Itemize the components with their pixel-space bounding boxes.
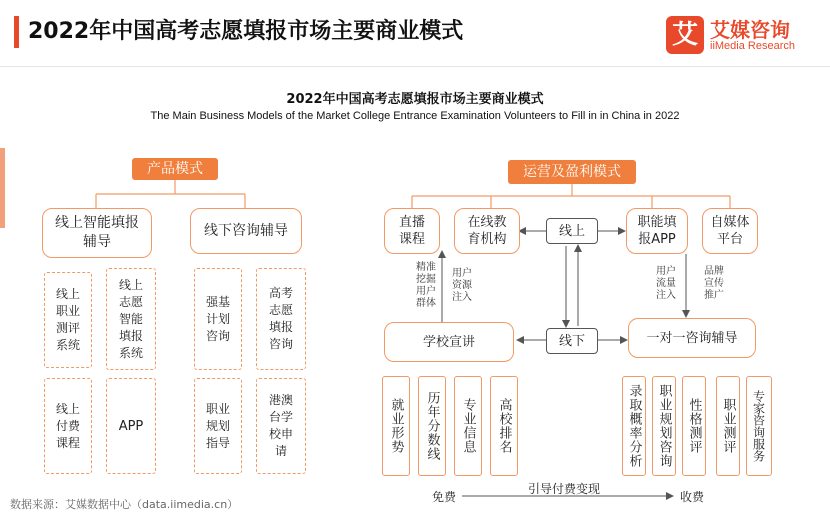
product-item: 线上 付费 课程 [44, 378, 92, 474]
live-course-box: 直播 课程 [384, 208, 440, 254]
online-edu-box: 在线教 育机构 [454, 208, 520, 254]
online-hub: 线上 [546, 218, 598, 244]
product-modes-label: 产品模式 [132, 158, 218, 180]
paid-item-label: 录取概率分析 [626, 384, 642, 468]
paid-label: 收费 [680, 490, 705, 504]
operation-tree-lines [412, 184, 730, 208]
self-media-box: 自媒体 平台 [702, 208, 758, 254]
free-item [382, 376, 410, 476]
product-item: 线上 职业 测评 系统 [44, 272, 92, 368]
page-title: 2022年中国高考志愿填报市场主要商业模式 [28, 19, 464, 44]
smart-app-box: 职能填 报APP [626, 208, 688, 254]
product-item: APP [106, 378, 156, 474]
logo-brand-en: iiMedia Research [710, 40, 795, 52]
product-item: 港澳 台学 校申 请 [256, 378, 306, 474]
guide-paid-label: 引导付费变现 [528, 482, 601, 496]
offline-consulting-box: 线下咨询辅导 [190, 208, 302, 254]
paid-item [716, 376, 740, 476]
free-item-label: 就业形势 [388, 398, 404, 454]
online-smart-filling-box: 线上智能填报 辅导 [42, 208, 152, 258]
product-item: 高考 志愿 填报 咨询 [256, 268, 306, 370]
precise-user-note: 精准 挖掘 用户 群体 [416, 262, 436, 309]
operation-profit-label: 运营及盈利模式 [508, 160, 636, 184]
free-item-label: 历年分数线 [424, 391, 440, 461]
paid-item [682, 376, 706, 476]
paid-item [622, 376, 646, 476]
paid-item [652, 376, 676, 476]
data-source: 数据来源：艾媒数据中心（data.iimedia.cn） [10, 498, 239, 511]
offline-hub: 线下 [546, 328, 598, 354]
free-label: 免费 [432, 490, 457, 504]
paid-item-label: 性格测评 [686, 398, 702, 454]
paid-item-label: 职业规划咨询 [656, 384, 672, 468]
paid-item-label: 专家咨询服务 [751, 390, 766, 462]
user-resource-note: 用户 资源 注入 [452, 268, 472, 303]
product-item: 线上 志愿 智能 填报 系统 [106, 268, 156, 370]
one-on-one-box: 一对一咨询辅导 [628, 318, 756, 358]
free-item [418, 376, 446, 476]
paid-item-label: 职业测评 [720, 398, 736, 454]
logo-brand-cn: 艾媒咨询 [710, 18, 790, 42]
free-item [454, 376, 482, 476]
paid-item [746, 376, 772, 476]
figure-title: 2022年中国高考志愿填报市场主要商业模式 [286, 92, 544, 107]
iimedia-logo-icon: 艾 [666, 16, 704, 54]
free-item-label: 专业信息 [460, 398, 476, 454]
figure-subtitle: The Main Business Models of the Market College Entrance Examination Volunteers to Fill in in China in 2022 [150, 110, 680, 122]
user-traffic-note: 用户 流量 注入 [656, 266, 676, 301]
product-tree-lines [96, 180, 245, 208]
school-lecture-box: 学校宣讲 [384, 322, 514, 362]
free-item-label: 高校排名 [496, 398, 512, 454]
brand-promo-note: 品牌 宣传 推广 [704, 266, 724, 301]
free-item [490, 376, 518, 476]
product-item: 职业 规划 指导 [194, 378, 242, 474]
product-item: 强基 计划 咨询 [194, 268, 242, 370]
